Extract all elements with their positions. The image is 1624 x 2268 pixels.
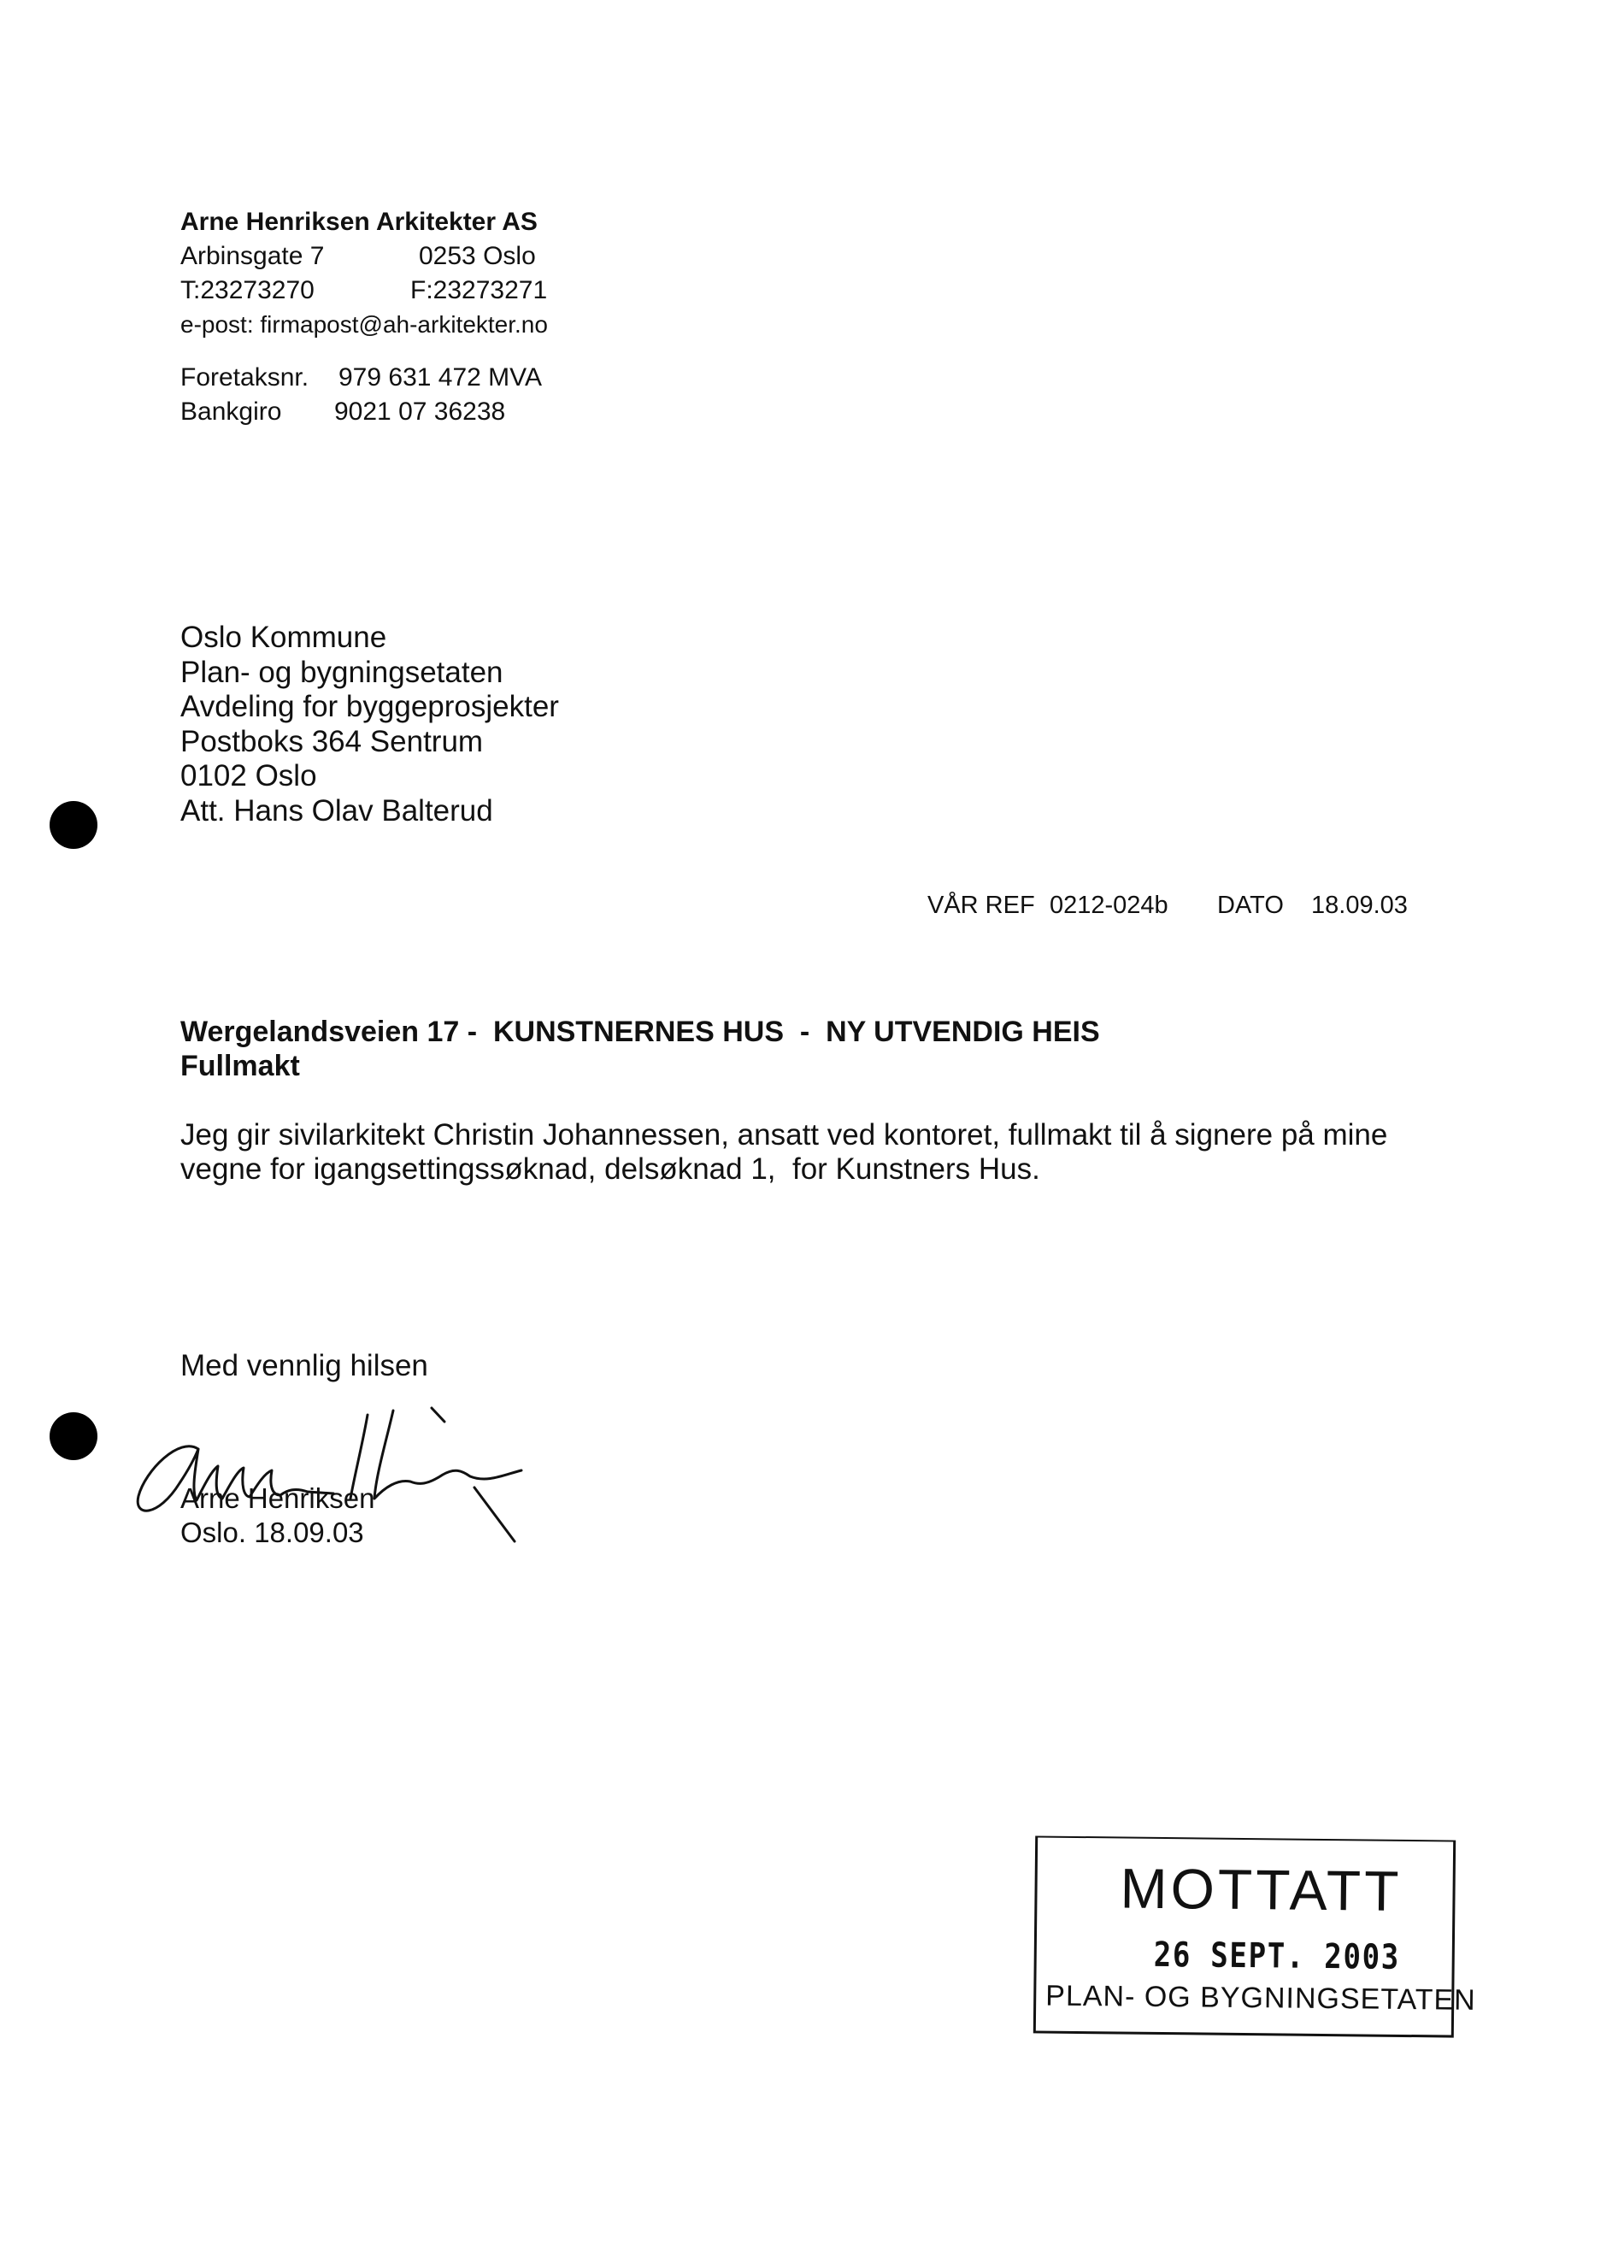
stamp-agency: PLAN- OG BYGNINGSETATEN [1045,1979,1476,2017]
stamp-title: MOTTATT [1120,1856,1403,1923]
signatory-block [180,1482,374,1550]
recipient-line: Plan- og bygningsetaten [180,655,503,689]
reference-value: 0212-024b [1050,892,1168,919]
sender-contact-row [180,274,548,308]
recipient-address [180,621,559,828]
sender-org-label: Foretaksnr. [180,363,309,392]
sender-fax: F:23273271 [410,276,548,304]
date-label: DATO [1217,892,1284,919]
received-stamp [1033,1835,1476,2036]
sender-letterhead [180,205,548,429]
subject-line: Fullmakt [180,1050,300,1082]
recipient-line: Postboks 364 Sentrum [180,724,484,758]
punch-hole-bottom [50,1412,97,1460]
recipient-line: Att. Hans Olav Balterud [180,793,493,828]
date-value: 18.09.03 [1311,892,1408,919]
sender-street: Arbinsgate 7 [180,242,325,270]
sender-bank-row [180,395,548,429]
body-line: vegne for igangsettingssøknad, delsøknad 1, for Kunstners Hus. [180,1152,1040,1186]
recipient-line: Oslo Kommune [180,621,387,654]
recipient-line: Avdeling for byggeprosjekter [180,690,559,723]
signatory-place-date: Oslo. 18.09.03 [180,1517,364,1548]
sender-postcode-city: 0253 Oslo [419,242,536,270]
letter-subject [180,1015,1100,1083]
sender-org-number: 979 631 472 MVA [338,363,542,392]
stamp-date: 26 SEPT. 2003 [1153,1935,1401,1977]
recipient-line: 0102 Oslo [180,759,317,792]
sender-bank-label: Bankgiro [180,398,282,426]
sender-phone: T:23273270 [180,276,315,304]
sender-address-row [180,239,548,274]
sender-email: e-post: firmapost@ah-arkitekter.no [180,311,548,338]
subject-line: Wergelandsveien 17 - KUNSTNERNES HUS - NY UTVENDIG HEIS [180,1016,1100,1048]
punch-hole-top [50,801,97,849]
sender-company-name: Arne Henriksen Arkitekter AS [180,208,538,236]
signatory-name: Arne Henriksen [180,1482,375,1514]
letter-body [180,1118,1387,1187]
sender-org-row [180,361,548,395]
body-line: Jeg gir sivilarkitekt Christin Johannessen, ansatt ved kontoret, fullmakt til å signere på mine [180,1118,1388,1152]
sender-bank-number: 9021 07 36238 [334,398,506,426]
reference-label: VÅR REF [927,892,1035,919]
closing-greeting: Med vennlig hilsen [180,1349,428,1382]
